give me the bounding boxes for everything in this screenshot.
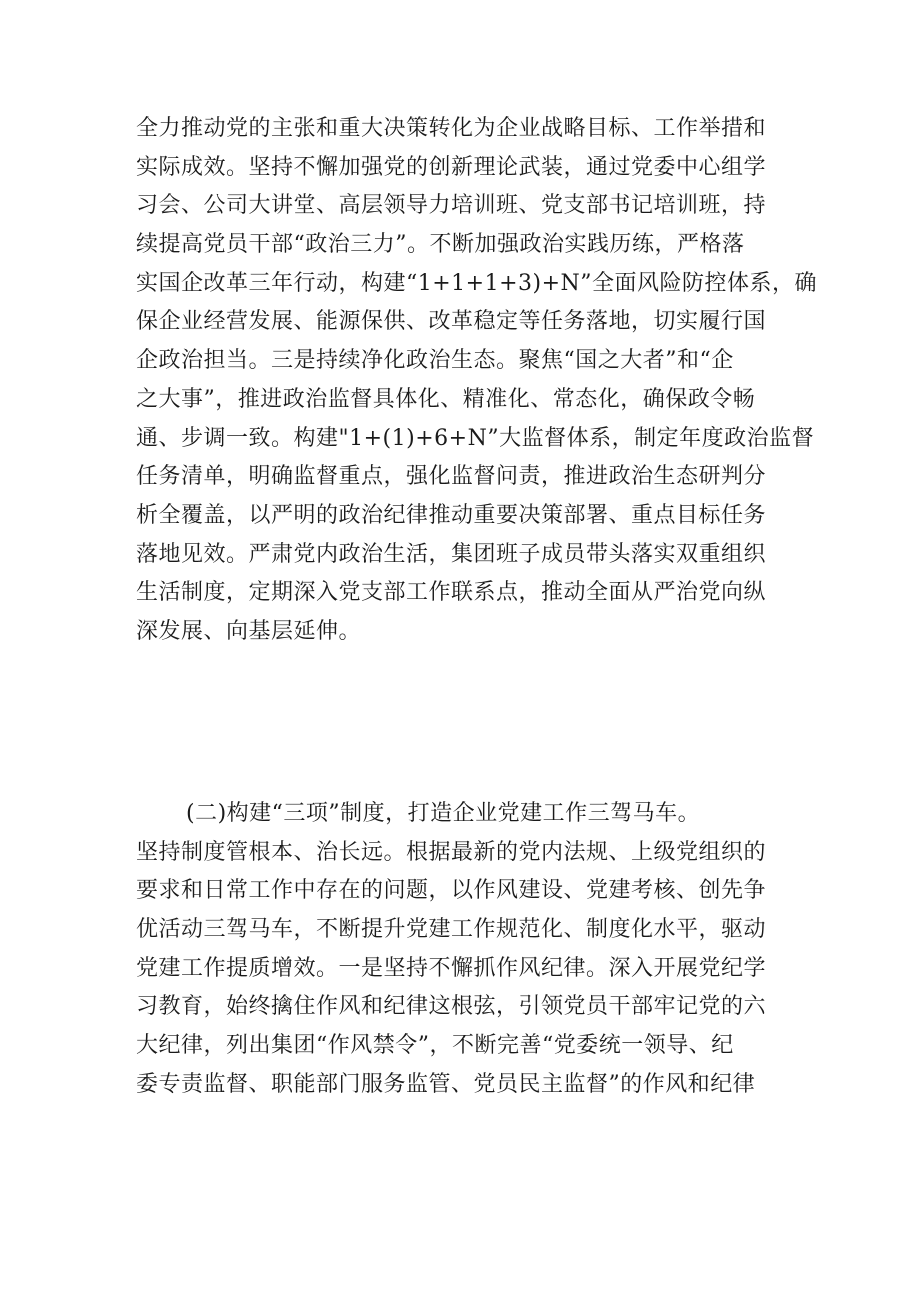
text-line: 任务清单，明确监督重点，强化监督问责，推进政治生态研判分 xyxy=(136,464,767,490)
paragraph-1 xyxy=(136,110,818,652)
text-line: 续提高党员干部“政治三力”。不断加强政治实践历练，严格落 xyxy=(136,232,745,258)
text-line: 通、步调一致。构建"1+(1)+6+N”大监督体系，制定年度政治监督 xyxy=(136,425,815,451)
text-line: 党建工作提质增效。一是坚持不懈抓作风纪律。深入开展党纪学 xyxy=(136,955,767,981)
text-line: 要求和日常工作中存在的问题，以作风建设、党建考核、创先争 xyxy=(136,878,767,904)
paragraph-2 xyxy=(136,795,786,1105)
text-line: 习会、公司大讲堂、高层领导力培训班、党支部书记培训班，持 xyxy=(136,193,767,219)
text-line: 保企业经营发展、能源保供、改革稳定等任务落地，切实履行国 xyxy=(136,309,767,335)
text-line: 大纪律，列出集团“作风禁令”，不断完善“党委统一领导、纪 xyxy=(136,1033,734,1059)
text-line: 之大事”，推进政治监督具体化、精准化、常态化，确保政令畅 xyxy=(136,386,756,412)
text-line: 企政治担当。三是持续净化政治生态。聚焦“国之大者”和“企 xyxy=(136,348,734,374)
text-line: 委专责监督、职能部门服务监管、党员民主监督”的作风和纪律 xyxy=(136,1071,756,1097)
text-line: 深发展、向基层延伸。 xyxy=(136,618,362,644)
text-line: 习教育，始终擒住作风和纪律这根弦，引领党员干部牢记党的六 xyxy=(136,994,767,1020)
text-line: 析全覆盖，以严明的政治纪律推动重要决策部署、重点目标任务 xyxy=(136,502,767,528)
text-line: 落地见效。严肃党内政治生活，集团班子成员带头落实双重组织 xyxy=(136,541,767,567)
text-line: 优活动三驾马车，不断提升党建工作规范化、制度化水平，驱动 xyxy=(136,917,767,943)
text-line: 实国企改革三年行动，构建“1+1+1+3)+N”全面风险防控体系，确 xyxy=(136,270,818,296)
section-heading: (二)构建“三项”制度，打造企业党建工作三驾马车。 xyxy=(186,801,701,826)
text-line: 全力推动党的主张和重大决策转化为企业战略目标、工作举措和 xyxy=(136,116,767,141)
text-line: 生活制度，定期深入党支部工作联系点，推动全面从严治党向纵 xyxy=(136,580,767,606)
text-line: 实际成效。坚持不懈加强党的创新理论武装，通过党委中心组学 xyxy=(136,154,767,180)
text-line: 坚持制度管根本、治长远。根据最新的党内法规、上级党组织的 xyxy=(136,839,767,865)
